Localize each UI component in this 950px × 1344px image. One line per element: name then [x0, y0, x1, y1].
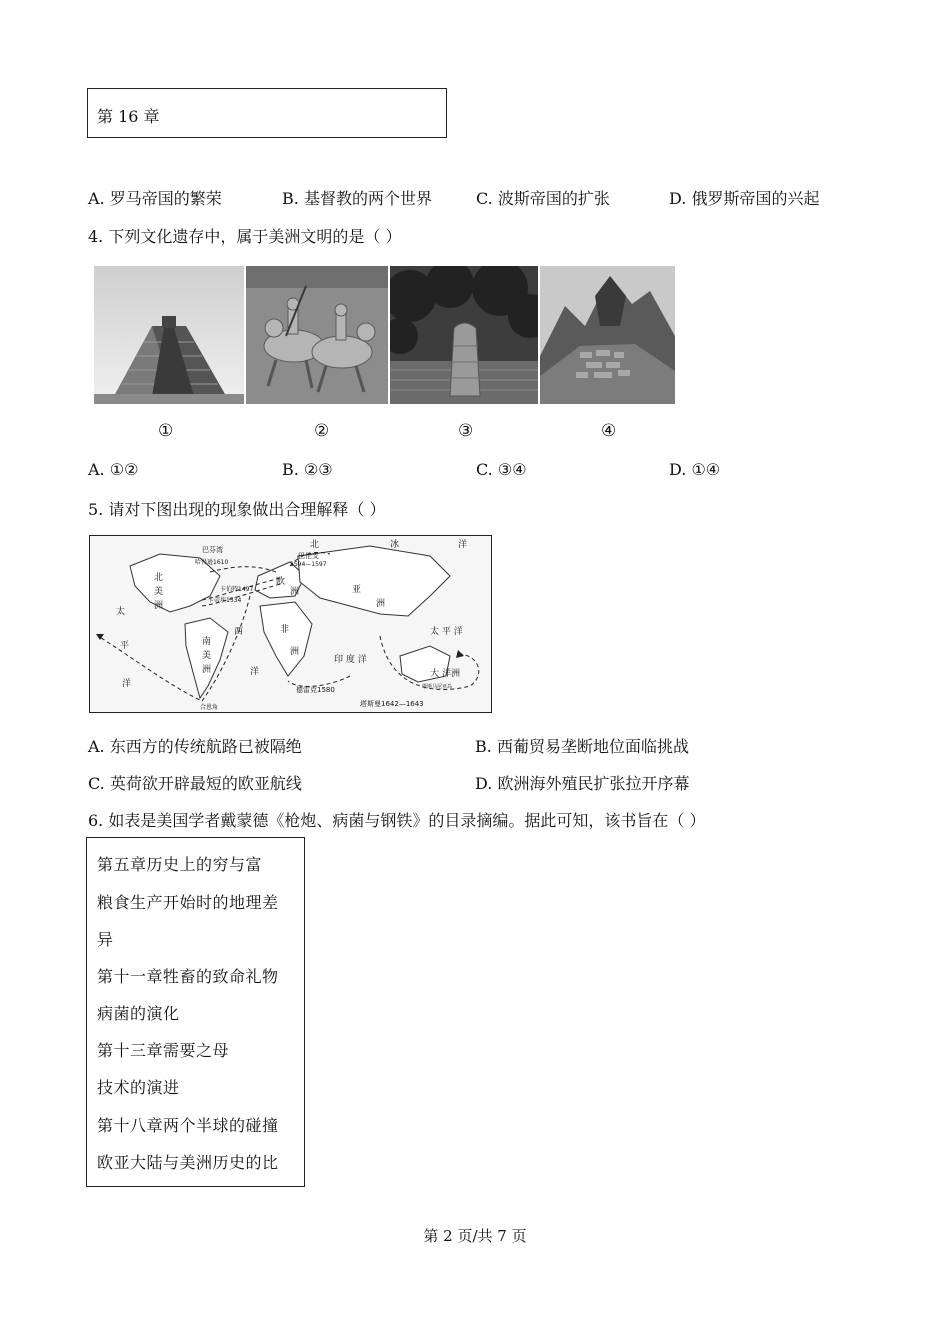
label-baffin: 巴芬湾: [202, 546, 223, 554]
arrowhead-east: [456, 650, 464, 658]
toc-line: 病菌的演化: [97, 1004, 180, 1023]
q3-option-b[interactable]: [282, 186, 432, 209]
label-barents-years: 1594—1597: [290, 561, 327, 568]
q3-option-d[interactable]: [669, 186, 819, 209]
label-indian: 印 度 洋: [334, 655, 367, 665]
photo-relief: [246, 266, 388, 404]
option-text: 欧洲海外殖民扩张拉开序幕: [497, 774, 690, 793]
option-text: 基督教的两个世界: [303, 189, 432, 208]
world-map: [89, 535, 492, 713]
label-tasman: 塔斯曼1642—1643: [360, 700, 424, 708]
label-barents: 巴伦支: [298, 552, 319, 560]
toc-line: 粮食生产开始时的地理差: [97, 893, 279, 912]
photo-mountain-ruins: [540, 266, 675, 404]
photo-stone-tower: [390, 266, 538, 404]
label-cartier: 卡蒂埃1534: [208, 597, 242, 604]
option-letter: C.: [476, 460, 493, 479]
q3-option-a[interactable]: [88, 186, 222, 209]
option-text: 英荷欲开辟最短的欧亚航线: [109, 774, 302, 793]
label-asia-2: 洲: [376, 599, 386, 609]
q4-stem: 4. 下列文化遗存中，属于美洲文明的是（ ）: [88, 227, 402, 246]
chapter-box-text: 第 16 章: [97, 107, 160, 126]
option-text: 西葡贸易垄断地位面临挑战: [496, 737, 689, 756]
option-letter: A.: [88, 737, 105, 756]
q4-option-b[interactable]: [282, 460, 333, 479]
toc-line: 异: [97, 930, 114, 949]
label-oceania-1: 大: [430, 669, 440, 679]
option-text: ①②: [109, 460, 139, 479]
option-text: ①④: [691, 460, 721, 479]
option-text: ②③: [303, 460, 333, 479]
option-text: 俄罗斯帝国的兴起: [691, 189, 820, 208]
label-europe-1: 欧: [276, 577, 286, 587]
caption-3: ③: [458, 421, 474, 441]
label-na-1: 北: [154, 573, 164, 583]
option-letter: C.: [88, 774, 105, 793]
caption-2: ②: [314, 421, 330, 441]
option-letter: D.: [475, 774, 493, 793]
label-na-2: 美: [154, 587, 164, 597]
q5-option-d[interactable]: [475, 771, 689, 794]
label-arctic-1: 北: [310, 540, 320, 550]
label-europe-2: 洲: [290, 587, 300, 597]
label-oceania-2: 洋洲: [442, 669, 461, 679]
caption-1: ①: [158, 421, 174, 441]
label-africa-2: 洲: [290, 647, 300, 657]
label-sa-3: 洲: [202, 665, 212, 675]
q5-option-a[interactable]: [88, 734, 302, 757]
label-sa-1: 南: [202, 637, 212, 647]
toc-line: 第十八章两个半球的碰撞: [97, 1116, 279, 1135]
toc-line: 第十一章牲畜的致命礼物: [97, 967, 279, 986]
label-na-3: 洲: [154, 601, 164, 611]
q6-stem: 6. 如表是美国学者戴蒙德《枪炮、病菌与钢铁》的目录摘编。据此可知，该书旨在（ ）: [88, 811, 706, 830]
label-asia-1: 亚: [352, 585, 362, 595]
label-pacific-w2: 平: [120, 641, 130, 651]
label-drake: 德雷克1580: [296, 686, 335, 694]
option-letter: B.: [475, 737, 492, 756]
option-text: 罗马帝国的繁荣: [109, 189, 222, 208]
photo-pyramid: [94, 266, 244, 404]
q4-option-c[interactable]: [476, 460, 527, 479]
chapter-box: [87, 88, 447, 138]
label-pacific-w3: 洋: [122, 679, 132, 689]
toc-line: 第五章历史上的穷与富: [97, 855, 263, 874]
option-letter: C.: [476, 189, 493, 208]
africa-shape: [260, 602, 312, 676]
option-letter: A.: [88, 460, 105, 479]
label-sa-2: 美: [202, 651, 212, 661]
q4-option-a[interactable]: [88, 460, 138, 479]
label-cape-horn: 合恩角: [200, 704, 219, 711]
toc-line: 技术的演进: [97, 1078, 180, 1097]
label-africa-1: 非: [280, 625, 290, 635]
label-tasmania: 塔斯马尼亚岛: [422, 684, 453, 690]
page-footer: 第 2 页/共 7 页: [423, 1227, 527, 1245]
option-letter: A.: [88, 189, 105, 208]
option-letter: D.: [669, 460, 687, 479]
q4-option-d[interactable]: [669, 460, 720, 479]
option-text: 东西方的传统航路已被隔绝: [109, 737, 302, 756]
q5-option-b[interactable]: [475, 734, 689, 757]
option-text: 波斯帝国的扩张: [497, 189, 610, 208]
label-pacific-w1: 太: [116, 607, 126, 617]
asia-shape: [298, 546, 450, 616]
route-hudson: [210, 567, 276, 572]
q3-option-c[interactable]: [476, 186, 610, 209]
caption-4: ④: [601, 421, 617, 441]
q5-option-c[interactable]: [88, 771, 302, 794]
label-pacific-e: 太 平 洋: [430, 627, 463, 637]
toc-line: 第十三章需要之母: [97, 1041, 230, 1060]
label-atlantic-2: 洋: [250, 667, 260, 677]
label-arctic-3: 洋: [458, 540, 468, 550]
option-text: ③④: [497, 460, 527, 479]
option-letter: B.: [282, 189, 299, 208]
option-letter: D.: [669, 189, 687, 208]
option-letter: B.: [282, 460, 299, 479]
label-arctic-2: 冰: [390, 540, 400, 550]
label-hudson: 哈得逊1610: [195, 559, 229, 566]
q5-stem: 5. 请对下图出现的现象做出合理解释（ ）: [88, 500, 386, 519]
route-drake-east: [288, 676, 350, 686]
toc-table: [86, 837, 305, 1187]
label-atlantic-1: 西: [234, 627, 244, 637]
label-cabot: 卡伯特1497: [220, 586, 254, 593]
toc-line: 欧亚大陆与美洲历史的比: [97, 1153, 279, 1172]
